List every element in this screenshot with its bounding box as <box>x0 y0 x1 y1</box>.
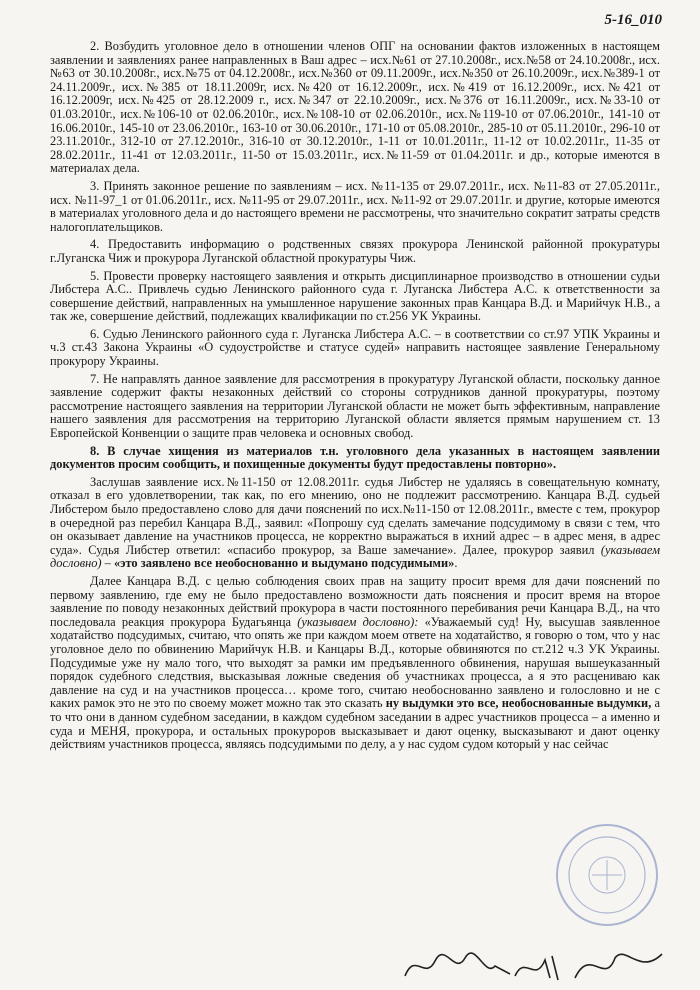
hearing-end: . <box>454 556 458 571</box>
further-text-3: а то что они в данном судебном заседании, в каждом судебном заседании в адрес участников процесса – а именно и суда и МЕНЯ, прокурора, и остальных прокуроров высказывает и дают оценку, высказывают и дают оценку действиям участников процесса, являясь подсудимыми по делу, а у нас судом судом который у нас сейчас <box>50 696 660 752</box>
hearing-verbatim-note: (указываем дословно) <box>50 542 660 571</box>
further-verbatim-note: (указываем дословно): <box>297 614 419 629</box>
paragraph-2: 2. Возбудить уголовное дело в отношении членов ОПГ на основании фактов изложенных в настоящем заявлении и заявлениях ранее направленных в Ваш адрес – исх.№61 от 27.10.2008г., исх.№58 от 24.10.2008г., исх.№63 от 30.10.2008г., исх.№75 от 04.12.2008г., исх.№360 от 09.11.2009г., исх.№350 от 26.10.2009г., исх.№389-1 от 24.11.2009г., исх.№385 от 18.11.2009г, исх.№420 от 16.12.2009г., исх.№419 от 16.12.2009г., исх.№421 от 16.12.2009г, исх.№425 от 28.12.2009 г., исх.№347 от 22.10.2009г., исх.№376 от 16.11.2009г., исх.№33-10 от 01.03.2010г., исх.№106-10 от 02.06.2010г., исх.№108-10 от 02.06.2010г., исх.№119-10 от 07.06.2010г., 141-10 от 16.06.2010г., 145-10 от 23.06.2010г., 163-10 от 30.06.2010г., 171-10 от 05.08.2010г., 285-10 от 05.11.2010г., 296-10 от 23.11.2010г., 312-10 от 27.12.2010г., 316-10 от 30.12.2010г., 1-11 от 10.01.2011г., 11-12 от 10.02.2011г., 11-35 от 28.02.2011г., 11-41 от 12.03.2011г., 11-50 от 15.03.2011г., исх.№11-59 от 01.04.2011г. и др., которые имеются в материалах дела. <box>50 39 660 176</box>
paragraph-4: 4. Предоставить информацию о родственных связях прокурора Ленинской районной прокуратуры г.Луганска Чиж и прокурора Луганской областной прокуратуры Чиж. <box>50 237 660 265</box>
paragraph-7: 7. Не направлять данное заявление для рассмотрения в прокуратуру Луганской области, поскольку данное заявление содержит факты незаконных действий со стороны сотрудников данной прокуратуры, поэтому рассмотрение настоящего заявления на территории Луганской области не может быть эффективным, направление нашего заявления для рассмотрения на территорию Луганской области является прямым нарушением ст. 13 Европейской Конвенции о защите прав человека и основных свобод. <box>50 371 660 441</box>
paragraph-6: 6. Судью Ленинского районного суда г. Луганска Либстера А.С. – в соответствии со ст.97 УПК Украины и ч.3 ст.43 Закона Украины «О судоустройстве и статусе судей» направить настоящее заявление Генеральному прокурору Украины. <box>50 326 660 369</box>
round-stamp <box>552 820 662 930</box>
hearing-prosecutor-quote: «это заявлено все необоснованно и выдумано подсудимыми» <box>113 556 455 571</box>
further-text-2: «Уважаемый суд! Ну, высушав заявленное ходатайство подсудимых, считаю, что опять же при каждом моем ответе на ходатайство, я говорю о том, что у нас уголовное дело по обвинению Марийчук Н.В. и Канцары В.Д., которые обвиняются по ст.212 ч.3 УК Украины. Подсудимые уже ну мало того, что выходят за рамки им предъявленного обвинения, нарушая вышеуказанный порядок судебного следствия, высказывая ложные сведения об участниках процесса, а я это расцениваю как давление на суд и на участников процесса… кроме того, считаю необоснованно заявлено и голословно и не с каких рамок это не это по своему может можно так это сказать <box>50 614 661 711</box>
paragraph-5: 5. Провести проверку настоящего заявления и открыть дисциплинарное производство в отношении судьи Либстера А.С.. Привлечь судью Ленинского районного суда г. Луганска Либстера А.С. к ответственности за совершение действий, направленных на умышленное нарушение законных прав Канцара В.Д. и Марийчук Н.В., а так же, совершение действий, подлежащих квалификации по ст.256 УК Украины. <box>50 268 660 324</box>
paragraph-8: 8. В случае хищения из материалов т.н. уголовного дела указанных в настоящем заявлении документов просим сообщить, и похищенные документы будут предоставлены повторно». <box>50 443 660 472</box>
paragraph-hearing <box>50 476 660 571</box>
hearing-dash: – <box>101 556 114 571</box>
hearing-text-1: Заслушав заявление исх.№11-150 от 12.08.2011г. судья Либстер не удаляясь в совещательную комнату, отказал в его удовлетворении, так как, по его мнению, оно не подлежит рассмотрению. Канцара В.Д. судьей Либстером было предоставлено слово для дачи пояснений по исх.№11-150 от 12.08.2011г., вместе с тем, прокурор в очередной раз перебил Канцара В.Д., заявил: «Попрошу суд сделать замечание подсудимому в связи с тем, что он оказывает давление на участников процесса, не корректно выражаться в ихний адрес – в адрес меня, в адрес суда». Судья Либстер ответил: «спасибо прокурор, за Ваше замечание». Далее, прокурор заявил <box>50 474 660 557</box>
paragraph-3: 3. Принять законное решение по заявлениям – исх. №11-135 от 29.07.2011г., исх. №11-83 от 27.05.2011г., исх. №11-97_1 от 01.06.2011г., исх. №11-95 от 29.07.2011г., исх. №11-92 от 29.07.2011г. и другие, которые имеются в материалах уголовного дела и до настоящего времени не рассмотрены, что значительно сократит затраты средств налогоплательщиков. <box>50 178 660 234</box>
paragraph-further <box>50 575 660 752</box>
further-bold-quote: ну выдумки это все, необоснованные выдумки, <box>385 696 652 711</box>
document-id: 5-16_010 <box>604 12 662 28</box>
handwritten-signatures <box>400 946 670 986</box>
further-text-1: Далее Канцара В.Д. с целью соблюдения своих прав на защиту просит время для дачи пояснений по первому заявлению, где ему не было предоставлено возможности дать пояснения и просит время на второе заявление по поводу незаконных действий прокурора в части постоянного перебивания речи Канцара В.Д., на что последовала реакция прокурора Будагьянца <box>50 573 660 629</box>
